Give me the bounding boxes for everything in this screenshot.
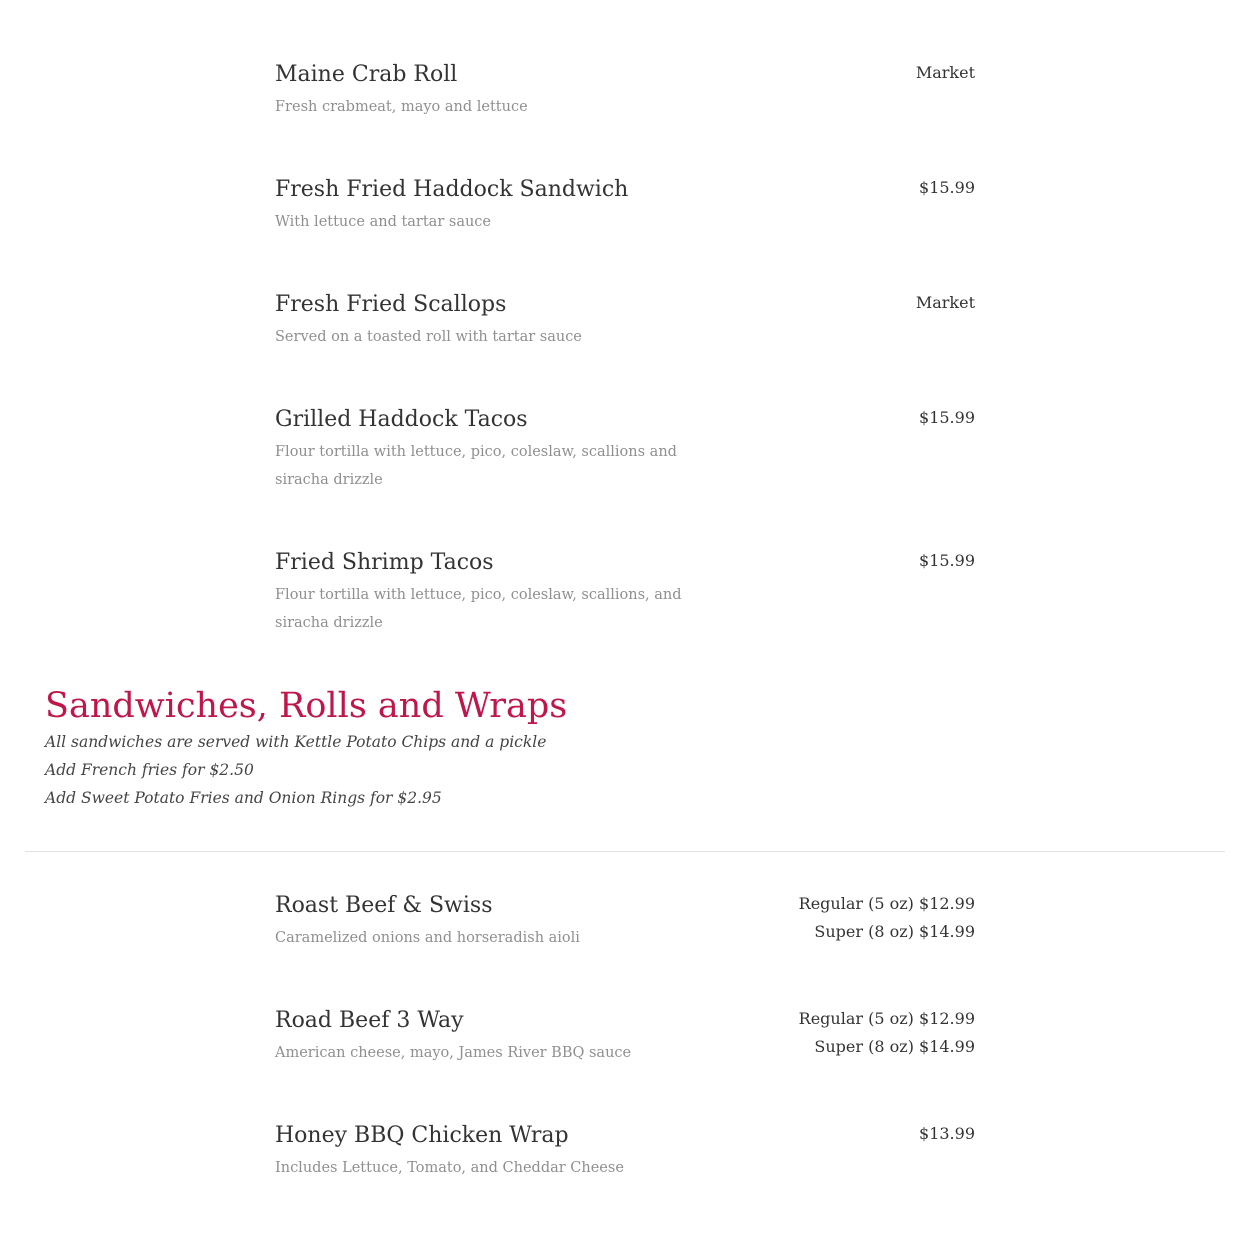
price-line: $15.99 bbox=[919, 408, 975, 427]
price-line: $13.99 bbox=[919, 1124, 975, 1143]
section-header bbox=[45, 684, 1225, 812]
item-description: Includes Lettuce, Tomato, and Cheddar Cheese bbox=[275, 1160, 624, 1176]
price-line: $15.99 bbox=[919, 551, 975, 570]
item-price bbox=[919, 404, 975, 432]
price-line: Super (8 oz) $14.99 bbox=[814, 1037, 975, 1056]
menu-item-road-beef-3-way bbox=[275, 1007, 975, 1067]
section-title: Sandwiches, Rolls and Wraps bbox=[45, 686, 568, 726]
item-price bbox=[799, 1005, 975, 1061]
menu-item-honey-bbq-chicken-wrap bbox=[275, 1122, 975, 1182]
item-name: Honey BBQ Chicken Wrap bbox=[275, 1123, 569, 1148]
menu-item-fresh-fried-haddock-sandwich bbox=[275, 176, 975, 236]
item-price bbox=[919, 1120, 975, 1148]
price-line: Market bbox=[915, 293, 975, 312]
price-line: Regular (5 oz) $12.99 bbox=[798, 1009, 975, 1028]
menu-item-fried-shrimp-tacos bbox=[275, 549, 975, 637]
section-note: Add French fries for $2.50 bbox=[45, 761, 254, 779]
item-name: Fresh Fried Scallops bbox=[275, 292, 507, 317]
item-price bbox=[916, 289, 975, 317]
item-description: Fresh crabmeat, mayo and lettuce bbox=[275, 99, 528, 115]
item-price bbox=[919, 547, 975, 575]
item-description: American cheese, mayo, James River BBQ sauce bbox=[275, 1045, 632, 1061]
item-price bbox=[916, 59, 975, 87]
section-note: All sandwiches are served with Kettle Potato Chips and a pickle bbox=[45, 733, 547, 751]
item-description: Flour tortilla with lettuce, pico, coleslaw, scallions and siracha drizzle bbox=[275, 444, 677, 488]
price-line: Market bbox=[915, 63, 975, 82]
price-line: $15.99 bbox=[919, 178, 975, 197]
item-name: Roast Beef & Swiss bbox=[275, 893, 493, 918]
menu-item-fresh-fried-scallops bbox=[275, 291, 975, 351]
menu-item-grilled-haddock-tacos bbox=[275, 406, 975, 494]
item-description: Served on a toasted roll with tartar sauce bbox=[275, 329, 582, 345]
section-note: Add Sweet Potato Fries and Onion Rings for $2.95 bbox=[45, 789, 442, 807]
menu-item-roast-beef-swiss bbox=[275, 892, 975, 952]
item-name: Fried Shrimp Tacos bbox=[275, 550, 494, 575]
item-description: Flour tortilla with lettuce, pico, coleslaw, scallions, and siracha drizzle bbox=[275, 587, 682, 631]
item-name: Maine Crab Roll bbox=[275, 62, 458, 87]
item-price bbox=[799, 890, 975, 946]
price-line: Super (8 oz) $14.99 bbox=[814, 922, 975, 941]
item-description: With lettuce and tartar sauce bbox=[275, 214, 491, 230]
price-line: Regular (5 oz) $12.99 bbox=[798, 894, 975, 913]
item-name: Grilled Haddock Tacos bbox=[275, 407, 528, 432]
section-divider bbox=[25, 851, 1225, 852]
item-name: Road Beef 3 Way bbox=[275, 1008, 464, 1033]
menu-item-maine-crab-roll bbox=[275, 61, 975, 121]
item-name: Fresh Fried Haddock Sandwich bbox=[275, 177, 629, 202]
item-price bbox=[919, 174, 975, 202]
item-description: Caramelized onions and horseradish aioli bbox=[275, 930, 580, 946]
